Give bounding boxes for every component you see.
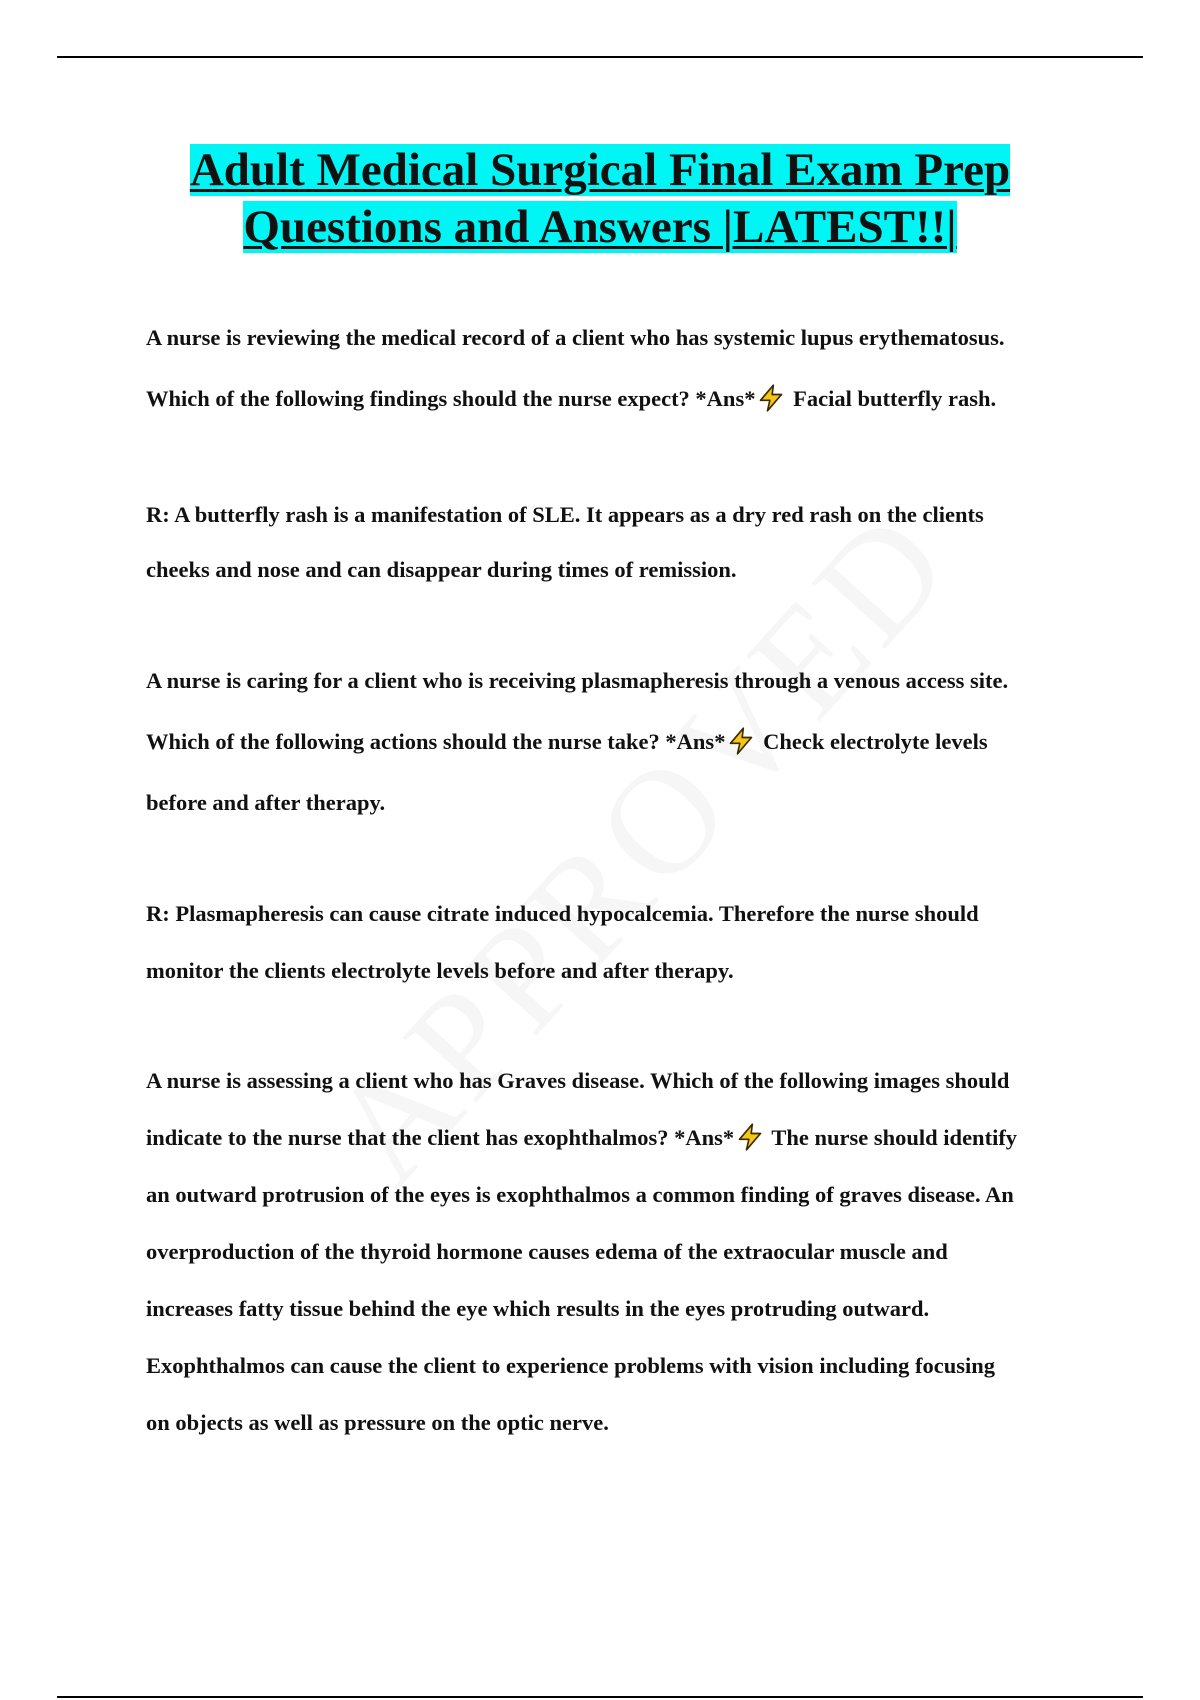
question-1-text: Which of the following findings should the nurse expect? *Ans* — [146, 386, 756, 411]
question-2-line-1: A nurse is caring for a client who is receiving plasmapheresis through a venous access site. — [146, 668, 1009, 693]
rationale-2-line-2: monitor the clients electrolyte levels before and after therapy. — [146, 958, 734, 983]
question-3-text: indicate to the nurse that the client has exophthalmos? *Ans* — [146, 1125, 735, 1150]
title-line-2: Questions and Answers |LATEST!!| — [243, 201, 957, 253]
question-1-line-2 — [146, 368, 1106, 429]
rationale-1-line-1: R: A butterfly rash is a manifestation of SLE. It appears as a dry red rash on the clients — [146, 502, 984, 527]
rationale-1 — [146, 487, 1106, 597]
rationale-2 — [146, 885, 1106, 999]
question-3-line-1: A nurse is assessing a client who has Graves disease. Which of the following images should — [146, 1068, 1010, 1093]
answer-2-line-2: before and after therapy. — [146, 790, 386, 815]
question-2-text: Which of the following actions should the nurse take? *Ans* — [146, 729, 726, 754]
qa-item-2 — [146, 650, 1106, 833]
answer-3-line-5: Exophthalmos can cause the client to experience problems with vision including focusing — [146, 1353, 996, 1378]
answer-3-line-6: on objects as well as pressure on the optic nerve. — [146, 1410, 609, 1435]
rationale-1-line-2: cheeks and nose and can disappear during times of remission. — [146, 557, 737, 582]
top-rule — [57, 56, 1143, 58]
question-2-line-2 — [146, 711, 1106, 772]
lightning-bolt-icon — [757, 384, 785, 412]
question-1-line-1: A nurse is reviewing the medical record of a client who has systemic lupus erythematosus. — [146, 325, 1005, 350]
answer-2-text-part-1: Check electrolyte levels — [757, 729, 988, 754]
answer-3-text-line-1: The nurse should identify — [766, 1125, 1018, 1150]
lightning-bolt-icon — [736, 1123, 764, 1151]
title-line-1: Adult Medical Surgical Final Exam Prep — [189, 144, 1011, 196]
lightning-bolt-icon — [727, 727, 755, 755]
rationale-2-line-1: R: Plasmapheresis can cause citrate induced hypocalcemia. Therefore the nurse should — [146, 901, 979, 926]
answer-3-line-4: increases fatty tissue behind the eye which results in the eyes protruding outward. — [146, 1296, 930, 1321]
answer-3-line-3: overproduction of the thyroid hormone causes edema of the extraocular muscle and — [146, 1239, 948, 1264]
answer-3-line-2: an outward protrusion of the eyes is exophthalmos a common finding of graves disease. An — [146, 1182, 1014, 1207]
bottom-rule — [57, 1696, 1143, 1698]
qa-item-1 — [146, 307, 1106, 429]
question-3-line-2 — [146, 1109, 1106, 1166]
answer-1-text: Facial butterfly rash. — [787, 386, 997, 411]
page-title — [100, 142, 1100, 256]
qa-item-3 — [146, 1052, 1106, 1451]
